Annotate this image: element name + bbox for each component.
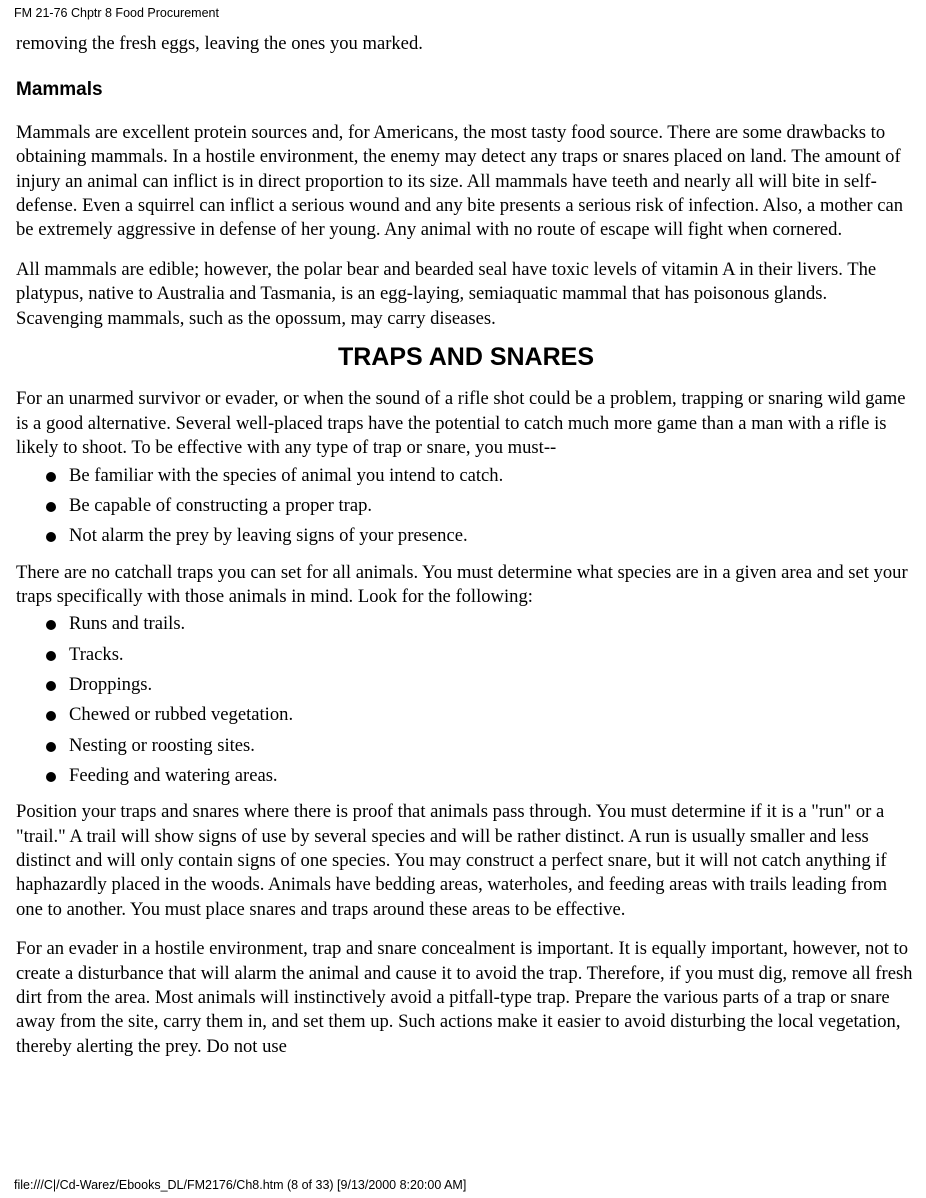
list-item: Chewed or rubbed vegetation. (16, 703, 916, 733)
bullet-icon (46, 742, 56, 752)
mammals-paragraph-1: Mammals are excellent protein sources and, for Americans, the most tasty food source. There are some drawbacks to obtaining mammals. In a hostile environment, the enemy may detect any traps or snares placed on land. The amount of injury an animal can inflict is in direct proportion to its size. All mammals have teeth and nearly all will bite in self-defense. Even a squirrel can inflict a serious wound and any bite presents a serious risk of infection. Also, a mother can be extremely aggressive in defense of her young. Any animal with no route of escape will fight when cornered. (16, 121, 904, 241)
list-item: Nesting or roosting sites. (16, 734, 916, 764)
bullet-icon (46, 651, 56, 661)
list-item: Not alarm the prey by leaving signs of your presence. (16, 524, 916, 554)
page-footer: file:///C|/Cd-Warez/Ebooks_DL/FM2176/Ch8.htm (8 of 33) [9/13/2000 8:20:00 AM] (14, 1178, 467, 1192)
list-item: Be familiar with the species of animal you intend to catch. (16, 464, 916, 494)
bullet-icon (46, 711, 56, 721)
bullet-icon (46, 532, 56, 542)
mammals-paragraph-2: All mammals are edible; however, the polar bear and bearded seal have toxic levels of vitamin A in their livers. The platypus, native to Australia and Tasmania, is an egg-laying, semiaquatic mammal that has poisonous glands. Scavenging mammals, such as the opossum, may carry diseases. (16, 258, 877, 329)
bullet-icon (46, 502, 56, 512)
traps-heading: TRAPS AND SNARES (337, 343, 595, 372)
bullet-icon (46, 681, 56, 691)
must-list (16, 464, 916, 555)
document-body (16, 32, 916, 1059)
mammals-heading: Mammals (16, 79, 103, 101)
traps-paragraph-4: For an evader in a hostile environment, trap and snare concealment is important. It is equally important, however, not to create a disturbance that will alarm the animal and cause it to avoid the trap. Therefore, if you must dig, remove all fresh dirt from the area. Most animals will instinctively avoid a pitfall-type trap. Prepare the various parts of a trap or snare away from the site, carry them in, and set them up. Such actions make it easier to avoid disturbing the local vegetation, thereby alerting the prey. Do not use (16, 938, 913, 1057)
intro-line: removing the fresh eggs, leaving the ones you marked. (16, 33, 423, 54)
list-item: Droppings. (16, 673, 916, 703)
list-item: Feeding and watering areas. (16, 764, 916, 794)
look-for-list (16, 612, 916, 794)
bullet-icon (46, 620, 56, 630)
bullet-icon (46, 472, 56, 482)
traps-paragraph-3: Position your traps and snares where there is proof that animals pass through. You must determine if it is a "run" or a "trail." A trail will show signs of use by several species and will be rather distinct. A run is usually smaller and less distinct and will only contain signs of one species. You may construct a perfect snare, but it will not catch anything if haphazardly placed in the woods. Animals have bedding areas, waterholes, and feeding areas with trails leading from one to another. You must place snares and traps around these areas to be effective. (16, 801, 888, 920)
traps-paragraph-1: For an unarmed survivor or evader, or when the sound of a rifle shot could be a problem, trapping or snaring wild game is a good alternative. Several well-placed traps have the potential to catch much more game than a man with a rifle is likely to shoot. To be effective with any type of trap or snare, you must-- (16, 388, 906, 459)
list-item: Tracks. (16, 643, 916, 673)
list-item: Runs and trails. (16, 612, 916, 642)
list-item: Be capable of constructing a proper trap. (16, 494, 916, 524)
bullet-icon (46, 772, 56, 782)
page-header: FM 21-76 Chptr 8 Food Procurement (14, 6, 219, 20)
traps-paragraph-2: There are no catchall traps you can set for all animals. You must determine what species are in a given area and set your traps specifically with those animals in mind. Look for the following: (16, 561, 908, 607)
